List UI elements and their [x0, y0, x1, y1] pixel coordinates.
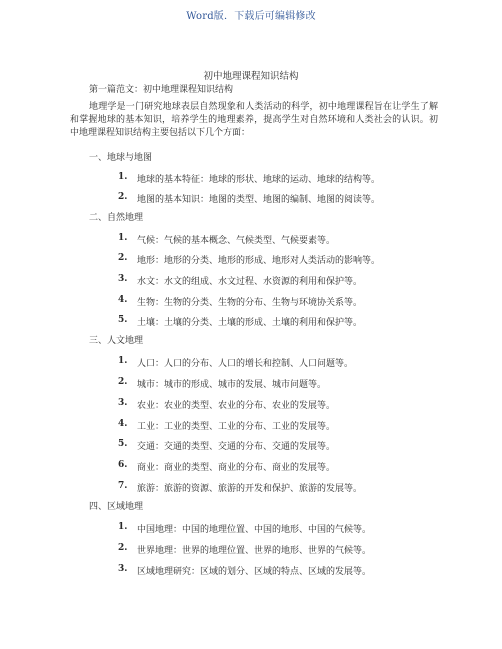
- item-number: 1.: [118, 172, 128, 182]
- section-heading: 四、区域地理: [89, 502, 144, 512]
- list-item: 中国地理：中国的地理位置、中国的地形、中国的气候等。: [137, 525, 372, 535]
- subtitle: 第一篇范文：初中地理课程知识结构: [89, 85, 234, 95]
- intro-paragraph: 地理学是一门研究地球表层自然现象和人类活动的科学，初中地理课程旨在让学生了解和掌握地球的基本知识，培养学生的地理素养，提高学生对自然环境和人类社会的认识。初中地理课程知识结构主要包括以下几个方面：: [70, 102, 438, 138]
- item-number: 3.: [118, 398, 128, 408]
- item-number: 3.: [118, 564, 128, 574]
- list-item: 城市：城市的形成、城市的发展、城市问题等。: [137, 380, 327, 390]
- item-number: 5.: [118, 315, 128, 325]
- list-item: 区域地理研究：区域的划分、区域的特点、区域的发展等。: [137, 567, 372, 577]
- item-number: 1.: [118, 356, 128, 366]
- list-item: 水文：水文的组成、水文过程、水资源的利用和保护等。: [137, 277, 363, 287]
- list-item: 人口：人口的分布、人口的增长和控制、人口问题等。: [137, 359, 354, 369]
- page-header: Word版．下载后可编辑修改: [186, 11, 316, 22]
- page-title: 初中地理课程知识结构: [203, 71, 299, 82]
- section-heading: 二、自然地理: [89, 213, 144, 223]
- item-number: 2.: [118, 377, 128, 387]
- section-heading: 三、人文地理: [89, 336, 144, 346]
- list-item: 旅游：旅游的资源、旅游的开发和保护、旅游的发展等。: [137, 484, 363, 494]
- item-number: 3.: [118, 274, 128, 284]
- list-item: 土壤：土壤的分类、土壤的形成、土壤的利用和保护等。: [137, 318, 363, 328]
- item-number: 2.: [118, 192, 128, 202]
- item-number: 7.: [118, 481, 128, 491]
- list-item: 世界地理：世界的地理位置、世界的地形、世界的气候等。: [137, 546, 372, 556]
- item-number: 4.: [118, 295, 128, 305]
- list-item: 气候：气候的基本概念、气候类型、气候要素等。: [137, 236, 336, 246]
- section-heading: 一、地球与地图: [89, 153, 153, 163]
- item-number: 2.: [118, 253, 128, 263]
- list-item: 地图的基本知识：地图的类型、地图的编制、地图的阅读等。: [137, 195, 381, 205]
- list-item: 交通：交通的类型、交通的分布、交通的发展等。: [137, 442, 336, 452]
- list-item: 农业：农业的类型、农业的分布、农业的发展等。: [137, 401, 336, 411]
- item-number: 4.: [118, 419, 128, 429]
- item-number: 1.: [118, 522, 128, 532]
- list-item: 商业：商业的类型、商业的分布、商业的发展等。: [137, 463, 336, 473]
- list-item: 地球的基本特征：地球的形状、地球的运动、地球的结构等。: [137, 175, 381, 185]
- list-item: 工业：工业的类型、工业的分布、工业的发展等。: [137, 422, 336, 432]
- item-number: 5.: [118, 439, 128, 449]
- item-number: 1.: [118, 233, 128, 243]
- item-number: 2.: [118, 543, 128, 553]
- list-item: 地形：地形的分类、地形的形成、地形对人类活动的影响等。: [137, 256, 381, 266]
- list-item: 生物：生物的分类、生物的分布、生物与环境协关系等。: [137, 298, 363, 308]
- item-number: 6.: [118, 460, 128, 470]
